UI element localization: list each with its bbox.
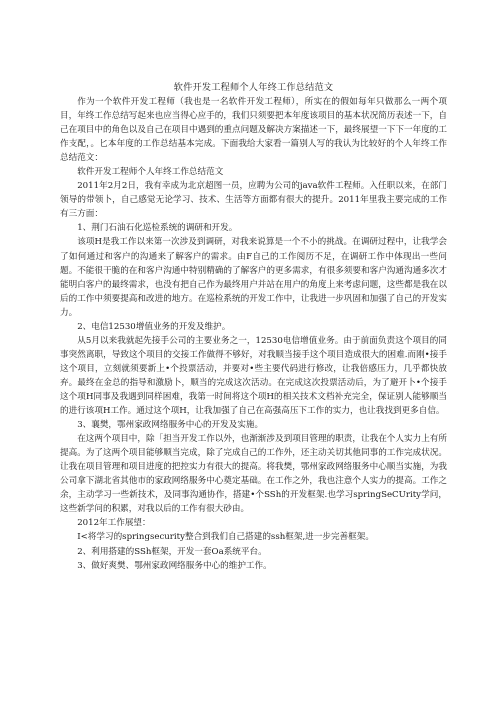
- paragraph: 3、做好爽樊、鄂州家政网络服务中心的维护工作。: [77, 560, 272, 571]
- document-title: 软件开发工程师个人年终工作总结范文: [173, 82, 334, 93]
- paragraph: 软件开发工程师个人年终工作总结范文: [77, 167, 224, 178]
- paragraph: 作为一个软件开发工程师（我也是一名软件开发工程师），所实在的假如每年只做那么一两个项目，年终工作总结写起来也应当得心应手的，我们只须要把本年度该项目的基本状况简历表述一下，自己在项目中的角色以及自己在项目中遇到的重点问题及解决方案描述一下，最终展望一下下一年度的工作支配，。匕本年度的工作总结基本完成。下面我给大家看一篇别人写的我认为比较好的个人年终工作总结范文：: [60, 97, 447, 164]
- document-body: [60, 95, 447, 573]
- paragraph: I<将学习的springsecurity整合到我们自己搭建的ssh框架,进一步完善框架。: [77, 532, 374, 543]
- paragraph: 3、襄樊，鄂州家政网络服务中心的开发及实施。: [77, 420, 264, 431]
- paragraph: 在这两个项目中，除「担当开发工作以外，也渐渐涉及到项目管理的职责，让我在个人实力上有所提高。为了这两个项目能够顺当完成，除了完成自己的工作外，还主动关切其他同事的工作完成状况。让我在项目管理和项目进度的把控实力有很大的提高。将我樊，鄂州家政网络服务中心顺当实施，为我公司拿下湖北省其他市的家政网络服务中心奠定基础。在工作之外，我也注意个人实力的提高。工作之余，主动学习一些新技术，及同事沟通协作，搭建•个SSh的开发框架.也学习springSeCUrity学问，这些新学问的积累，对我以后的工作有很大砂由。: [60, 434, 447, 515]
- paragraph: 2、电信12530增值业务的开发及维护。: [77, 321, 231, 332]
- paragraph: 2012年工作展望：: [77, 518, 151, 529]
- paragraph: 2、利用搭建的SSh框架，开发一套Oa系统平台。: [77, 546, 267, 557]
- paragraph: 从5月以来我就起先接手公司的主要业务之一，12530电信增值业务。由于前面负责这个项目的同事突然离职，导致这个项目的交接工作做得不够好，对我顺当接手这个项目造成很大的困难.而刚•接手这个项目，立刻就须要新上•个投票活动，并要对•些主要代码进行修改，让我倍感压力，几乎都快放弃。最终在金总的指导和激励卜，顺当的完成这次活动。在完成这次投票活动后，为了避开卜•个接手这个项H同事及我遇到同样困难，我第一时间将这个项H的相关技术文档补充完全，保证别人能够顺当的进行该项H工作。通过这个项H，让我加强了自己在高强高压下工作的实力，也让我找到更多自信。: [60, 335, 447, 417]
- paragraph: 2011年2月2日，我有幸成为北京超图一员，应聘为公司的java软件工程师。入任职以来，在部门领导的带领卜，自己感觉无论学习、技术、生活等方面都有很大的提升。2011年里我主要完成的工作有三方面：: [60, 181, 447, 220]
- paragraph: 该项H是我工作以来第一次涉及到调研，对我来说算是一个不小的挑战。在调研过程中，让我学会了如何通过和客户的沟通来了解客户的需求。由F自己的工作阅历不足，在调研工作中体现出一些问题。不能很干脆的在和客户沟通中特别精确的了解客户的更多需求，有很多须要和客户沟通沟通多次才能明白客户的最终需求，也没有把自己作为最终用户并站在用户的角度上来考虑问题，这些都是我在以后的工作中须要提高和改进的地方。在巡检系统的开发工作中，让我进一步巩固和加强了自己的开发实力。: [60, 237, 447, 318]
- document-page: [60, 80, 447, 573]
- paragraph: 1、荆门石油石化巡检系统的调研和开发。: [77, 223, 238, 234]
